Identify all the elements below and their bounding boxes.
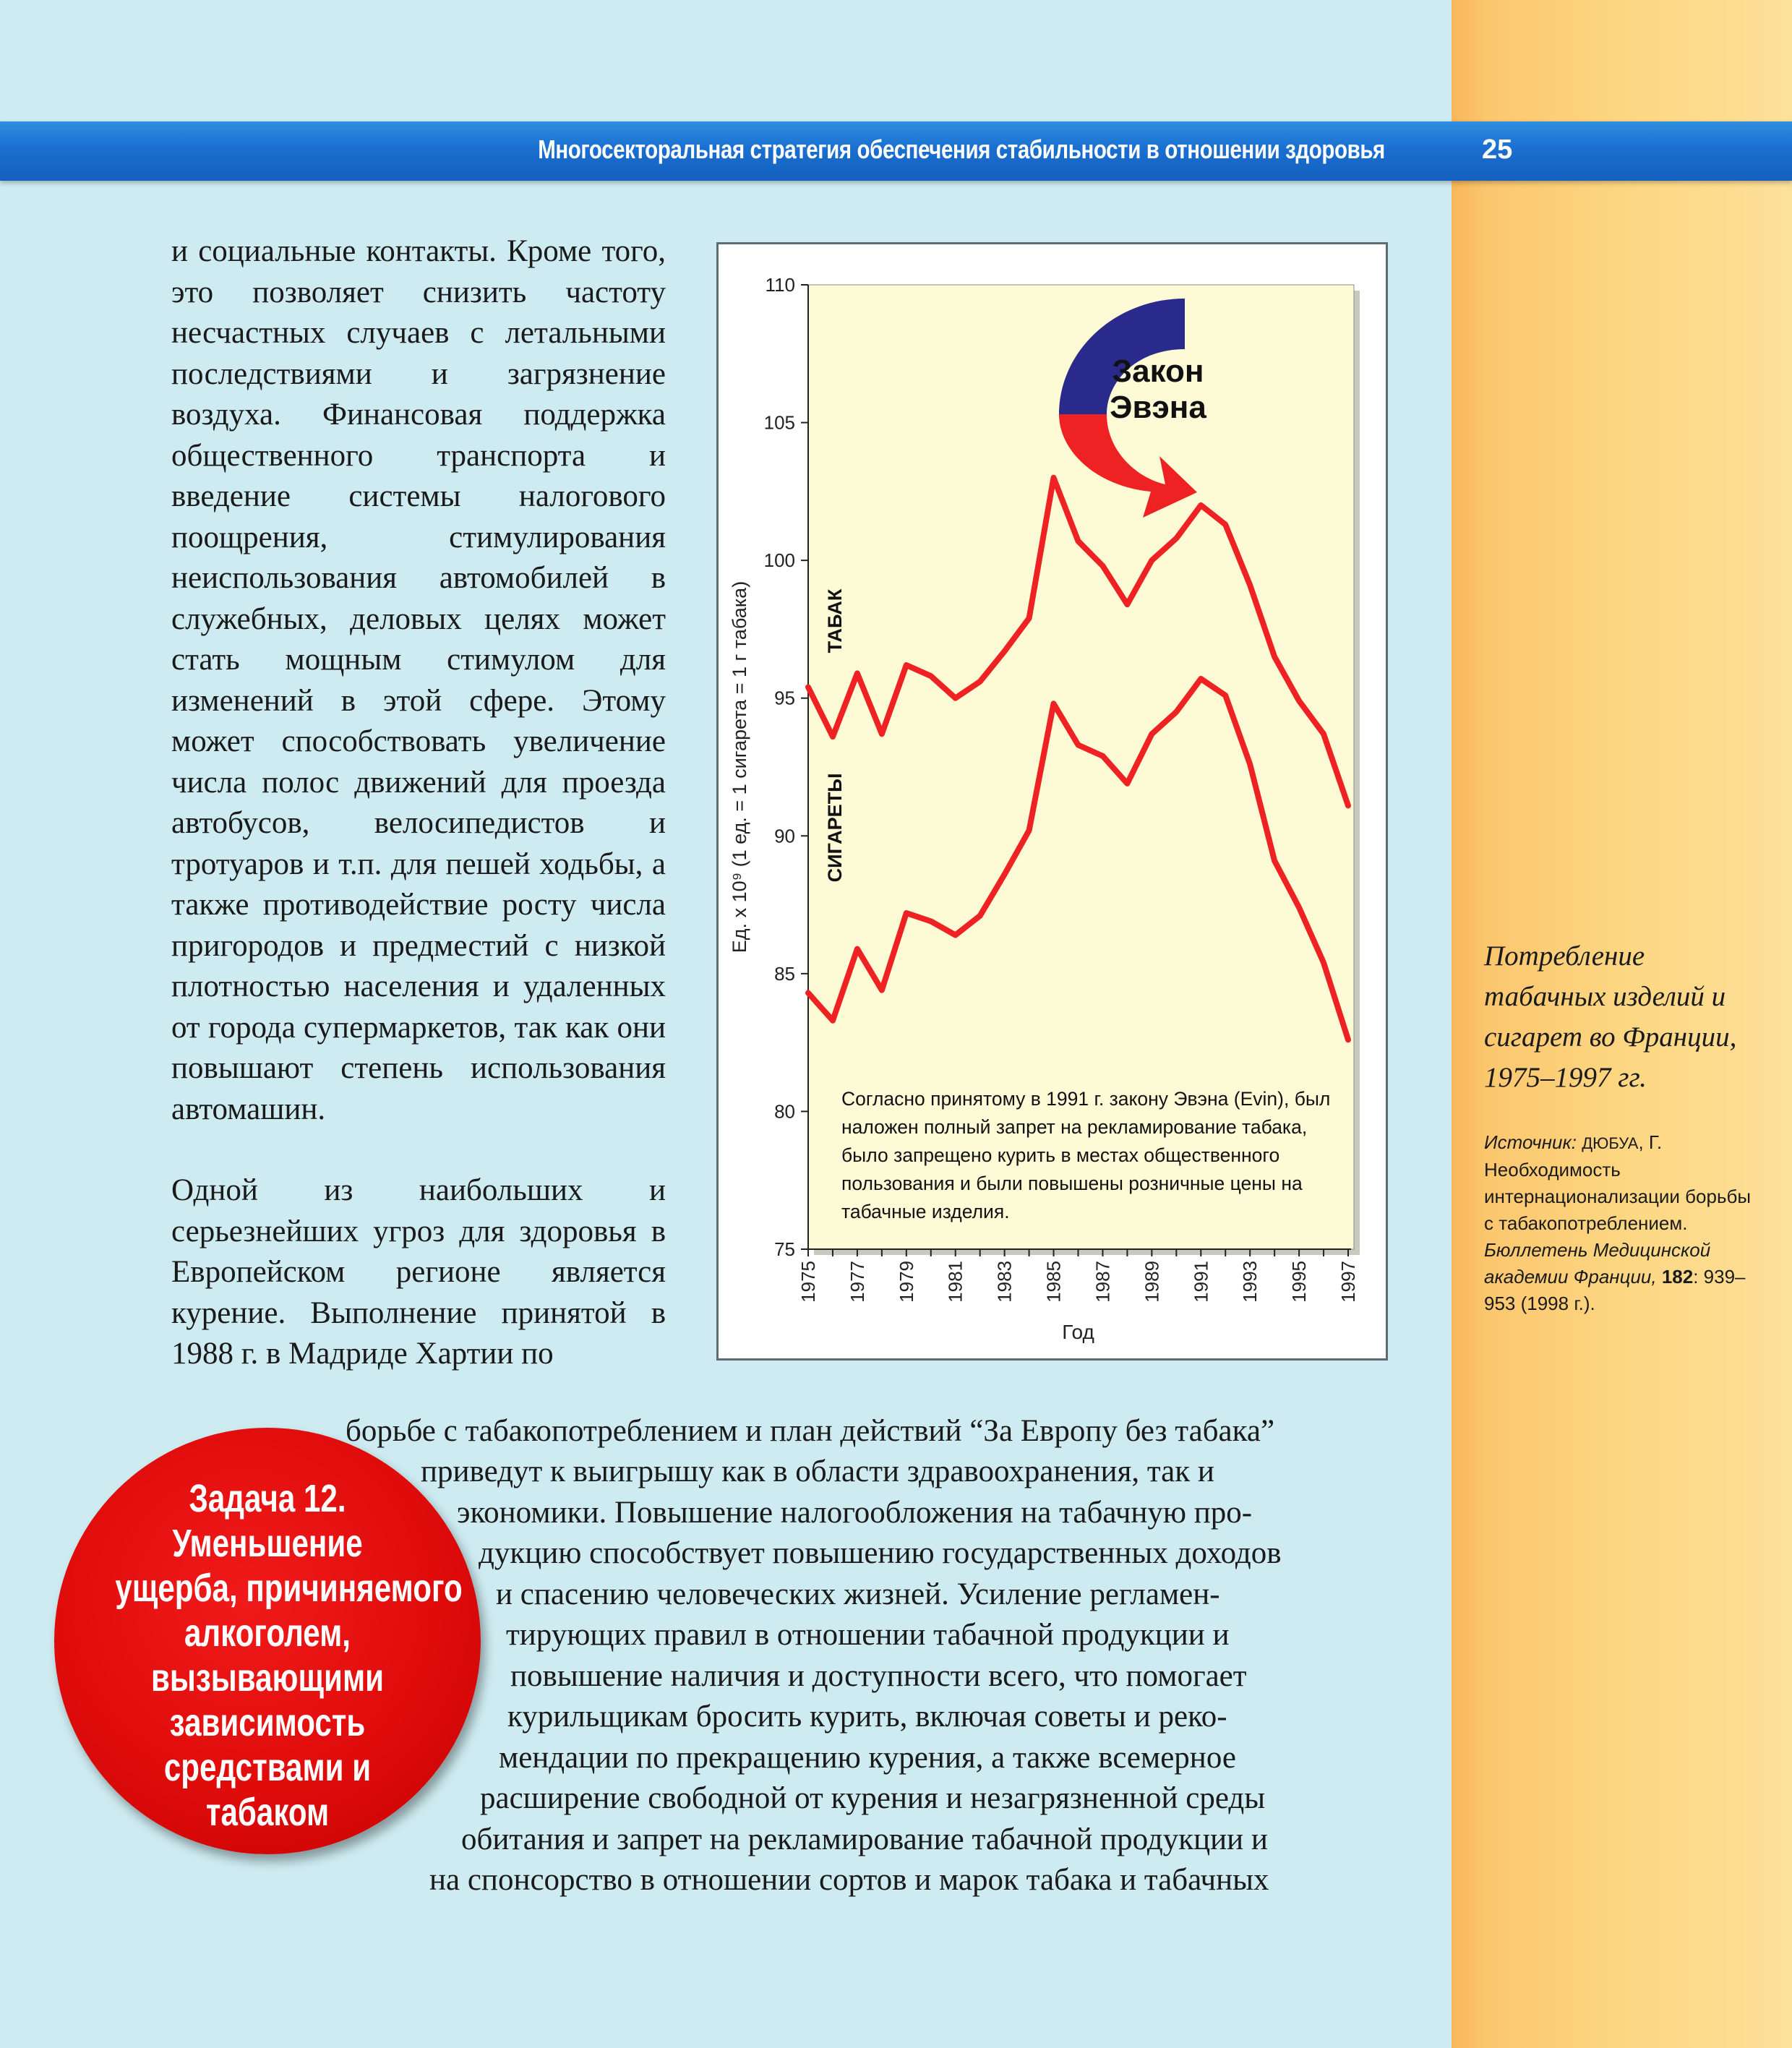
column-text [171, 231, 666, 1375]
x-tick-label: 1975 [797, 1261, 819, 1303]
x-axis-label: Год [1062, 1321, 1094, 1343]
source-label: Источник: [1484, 1131, 1577, 1153]
chart-note-line: было запрещено курить в местах общественного [841, 1144, 1280, 1166]
lower-line: мендации по прекращению курения, а также всемерное [499, 1741, 1236, 1775]
task-badge-line: Задача 12. [189, 1477, 346, 1520]
x-tick-label: 1983 [993, 1261, 1016, 1303]
series-label-tobacco: ТАБАК [824, 588, 846, 654]
x-tick-label: 1987 [1092, 1261, 1114, 1303]
chart-note-line: Согласно принятому в 1991 г. закону Эвэна (Evin), был [841, 1088, 1331, 1110]
lower-line: тирующих правил в отношении табачной продукции и [506, 1618, 1230, 1652]
y-tick-label: 80 [774, 1100, 795, 1123]
x-tick-label: 1979 [895, 1261, 917, 1303]
y-tick-label: 85 [774, 962, 795, 985]
x-tick-label: 1995 [1288, 1261, 1311, 1303]
lower-line: борьбе с табакопотреблением и план действий “За Европу без табака” [346, 1414, 1275, 1448]
x-tick-label: 1993 [1239, 1261, 1261, 1303]
task-badge-text [115, 1476, 463, 1835]
lower-line: расширение свободной от курения и незагрязненной среды [480, 1781, 1266, 1815]
paragraph-1: и социальные контакты. Кроме того, это позволяет снизить частоту несчастных случаев с летальными последствиями и загрязнение воздуха. Финансовая поддержка общественного транспорта и введение системы налогового поощрения, стимулирования неиспользования автомобилей в служебных, деловых целях может стать мощным стимулом для изменений в этой сфере. Этому может способствовать увеличение числа полос движений для проезда автобусов, велосипедистов и тротуаров и т.п. для пешей ходьбы, а также противодействие росту числа пригородов и предместий с низкой плотностью населения и удаленных от города супермаркетов, так как они повышают степень использования автомашин. [171, 234, 666, 1126]
lower-line: экономики. Повышение налогообложения на табачную про- [457, 1496, 1253, 1530]
lower-line: приведут к выигрышу как в области здравоохранения, так и [421, 1454, 1214, 1488]
tobacco-consumption-chart [719, 244, 1386, 1358]
source-text: , Г. Необходимость интернационализации борьбы с табакопотреблением. [1484, 1131, 1752, 1234]
series-label-cigarettes: СИГАРЕТЫ [824, 773, 846, 883]
lower-line: на спонсорство в отношении сортов и марок табака и табачных [429, 1863, 1269, 1897]
source-author: ДЮБУА [1582, 1134, 1639, 1152]
figure-caption: Потребление табачных изделий и сигарет во Франции, 1975–1997 гг. [1484, 941, 1737, 1093]
law-title-line2: Эвэна [1110, 390, 1206, 425]
task-badge-line: табаком [205, 1791, 330, 1834]
x-tick-label: 1977 [846, 1261, 868, 1303]
chart-note-line: наложен полный запрет на рекламирование табака, [841, 1116, 1308, 1138]
lower-line: обитания и запрет на рекламирование табачной продукции и [461, 1822, 1268, 1856]
chart-note-line: пользования и были повышены розничные цены на [841, 1173, 1303, 1194]
x-tick-label: 1991 [1190, 1261, 1212, 1303]
source-pages: : 939–953 (1998 г.). [1484, 1266, 1746, 1314]
task-badge-line: средствами и [163, 1746, 372, 1789]
figure-source [1484, 1129, 1752, 1317]
y-tick-label: 110 [765, 274, 795, 296]
task-badge-line: зависимость [169, 1701, 366, 1744]
x-tick-label: 1997 [1337, 1261, 1359, 1303]
x-tick-label: 1989 [1141, 1261, 1163, 1303]
lower-line: курильщикам бросить курить, включая советы и реко- [507, 1700, 1227, 1734]
task-badge-line: ущерба, причиняемого [115, 1567, 463, 1610]
task-badge-line: алкоголем, [184, 1611, 351, 1655]
y-tick-label: 100 [763, 549, 795, 572]
y-tick-label: 90 [774, 825, 795, 847]
y-axis-label: Ед. x 10⁹ (1 ед. = 1 сигарета = 1 г табака) [729, 580, 750, 954]
task-badge-line: Уменьшение [172, 1522, 363, 1565]
x-tick-label: 1981 [944, 1261, 966, 1303]
x-tick-label: 1985 [1042, 1261, 1065, 1303]
task-badge-line: вызывающими [151, 1656, 384, 1700]
y-tick-label: 105 [763, 411, 795, 434]
paragraph-2: Одной из наибольших и серьезнейших угроз для здоровья в Европейском регионе является курение. Выполнение принятой в 1988 г. в Мадриде Хартии по [171, 1173, 666, 1371]
lower-line: и спасению человеческих жизней. Усиление регламен- [496, 1577, 1220, 1611]
chart-note-line: табачные изделия. [841, 1201, 1010, 1222]
source-volume: 182 [1661, 1266, 1694, 1288]
lower-line: дукцию способствует повышению государственных доходов [479, 1536, 1282, 1570]
y-tick-label: 95 [774, 687, 795, 709]
y-tick-label: 75 [774, 1238, 795, 1260]
source-journal: Бюллетень Медицинской академии Франции, [1484, 1239, 1711, 1288]
law-title-line1: Закон [1112, 354, 1204, 389]
running-header-title: Многосекторальная стратегия обеспечения стабильности в отношении здоровья [538, 134, 1385, 164]
lower-line: повышение наличия и доступности всего, что помогает [510, 1659, 1247, 1693]
page-number: 25 [1482, 134, 1513, 165]
